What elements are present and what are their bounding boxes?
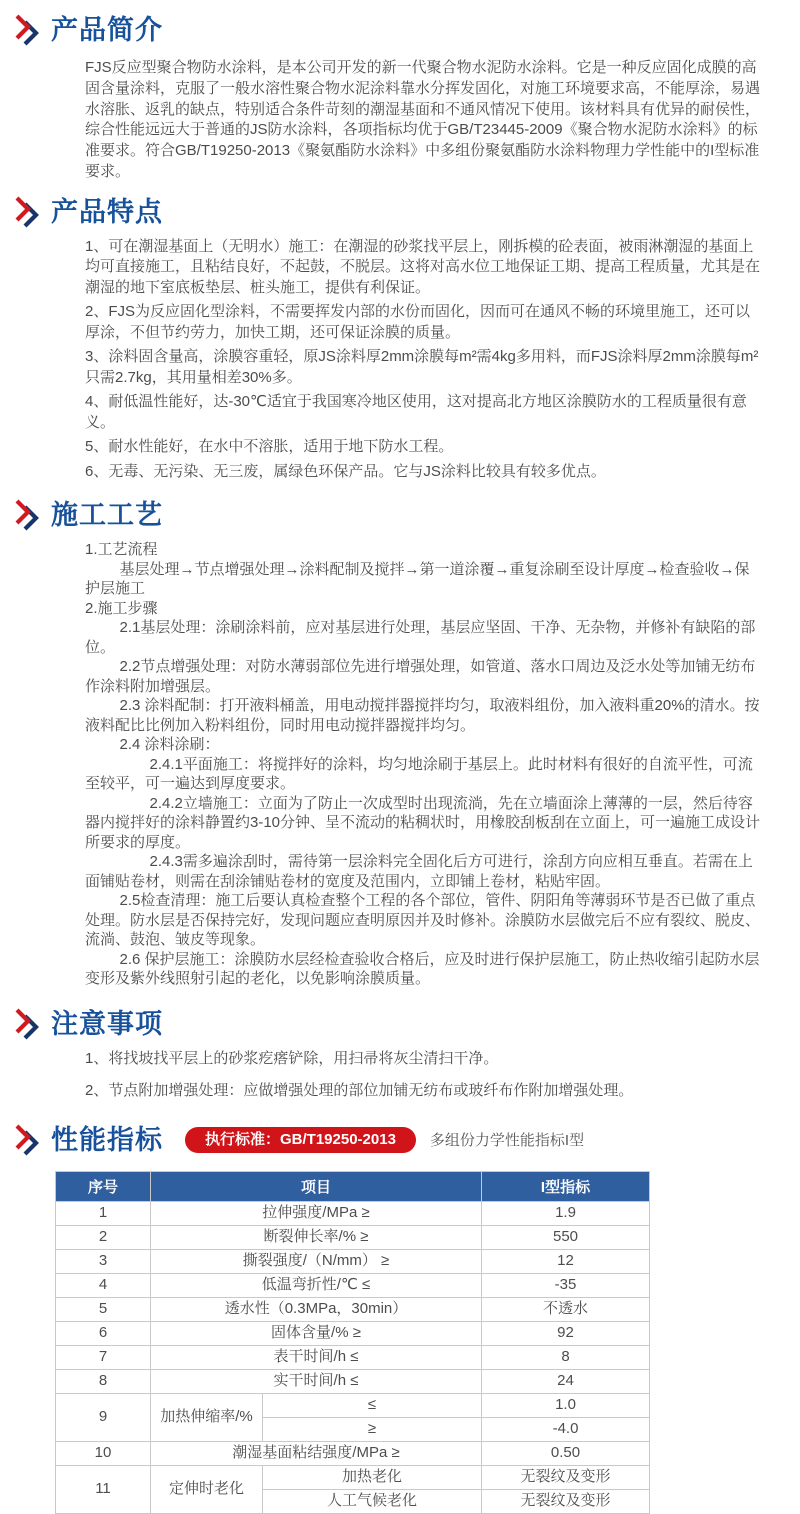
value-cell: 0.50 <box>482 1441 650 1465</box>
features-section-header <box>0 195 800 229</box>
item-cell: 潮湿基面粘结强度/MPa ≥ <box>151 1441 482 1465</box>
feature-item: 1、可在潮湿基面上（无明水）施工：在潮湿的砂浆找平层上，刚拆模的砼表面，被雨淋潮湿的基面上均可直接施工，且粘结良好，不起鼓，不脱层。这将对高水位工地保证工期、提高工程质量，尤其是在潮湿的地下室底板垫层、桩头施工，提供有利保证。 <box>85 237 761 296</box>
performance-table-body <box>56 1201 650 1513</box>
item-cell: 撕裂强度/（N/mm） ≥ <box>151 1249 482 1273</box>
features-section-title: 产品特点 <box>51 196 163 227</box>
note-item: 1、将找坡找平层上的砂浆疙瘩铲除，用扫帚将灰尘清扫干净。 <box>85 1049 499 1067</box>
value-cell: -35 <box>482 1273 650 1297</box>
process-step: 1.工艺流程 <box>85 541 158 559</box>
feature-item: 2、FJS为反应固化型涂料，不需要挥发内部的水份而固化，因而可在通风不畅的环境里施工，还可以厚涂，不但节约劳力，加快工期，还可保证涂膜的质量。 <box>85 303 751 341</box>
table-row <box>56 1201 650 1225</box>
intro-section-title: 产品简介 <box>51 15 163 45</box>
process-section-header <box>0 498 800 532</box>
intro-section-header <box>0 0 800 47</box>
feature-item: 3、涂料固含量高，涂膜容重轻，原JS涂料厚2mm涂膜每m²需4kg多用料，而FJS涂料厚2mm涂膜每m²只需2.7kg，其用量相差30%多。 <box>85 348 759 386</box>
process-step: 2.施工步骤 <box>85 599 158 617</box>
row-number-cell: 4 <box>56 1273 151 1297</box>
row-number-cell: 10 <box>56 1441 151 1465</box>
double-chevron-icon <box>13 1123 43 1157</box>
value-cell: 不透水 <box>482 1297 650 1321</box>
feature-item: 4、耐低温性能好，达-30℃适宜于我国寒冷地区使用，这对提高北方地区涂膜防水的工程质量很有意义。 <box>85 393 747 431</box>
notes-section-title: 注意事项 <box>51 1008 163 1039</box>
value-cell: 24 <box>482 1369 650 1393</box>
item-cell: 低温弯折性/℃ ≤ <box>151 1273 482 1297</box>
process-section-title: 施工工艺 <box>51 500 163 531</box>
performance-type-note: 多组份力学性能指标I型 <box>429 1132 585 1150</box>
value-cell: 8 <box>482 1345 650 1369</box>
table-header-cell: I型指标 <box>482 1171 650 1201</box>
value-cell: 92 <box>482 1321 650 1345</box>
double-chevron-icon <box>13 13 43 47</box>
performance-table-head <box>56 1171 650 1201</box>
value-cell: 无裂纹及变形 <box>482 1489 650 1513</box>
process-step: 2.4.2立墙施工：立面为了防止一次成型时出现流淌，先在立墙面涂上薄薄的一层，然后待容器内搅拌好的涂料静置约3-10分钟、呈不流动的粘稠状时，用橡胶刮板刮在立面上，可一遍施工成设计所要求的厚度。 <box>85 794 761 851</box>
row-number-cell: 9 <box>56 1393 151 1441</box>
process-step: 2.4.1平面施工：将搅拌好的涂料，均匀地涂刷于基层上。此时材料有很好的自流平性，可流至较平，可一遍达到厚度要求。 <box>85 755 753 793</box>
intro-paragraph: FJS反应型聚合物防水涂料，是本公司开发的新一代聚合物水泥防水涂料。它是一种反应固化成膜的高固含量涂料，克服了一般水溶性聚合物水泥涂料靠水分挥发固化，对施工环境要求高，不能厚涂，易遇水溶胀、返乳的缺点，特别适合条件苛刻的潮湿基面和不通风情况下使用。该材料具有优异的耐侯性，综合性能远远大于普通的JS防水涂料，各项指标均优于GB/T23445-2009《聚合物水泥防水涂料》的标准要求。符合GB/T19250-2013《聚氨酯防水涂料》中多组份聚氨酯防水涂料物理力学性能中的I型标准要求。 <box>85 59 761 180</box>
row-number-cell: 1 <box>56 1201 151 1225</box>
process-step: 基层处理→节点增强处理→涂料配制及搅拌→第一道涂覆→重复涂刷至设计厚度→检查验收→保护层施工 <box>85 560 750 598</box>
table-header-cell: 项目 <box>151 1171 482 1201</box>
value-cell: 无裂纹及变形 <box>482 1465 650 1489</box>
item-cell: 实干时间/h ≤ <box>151 1369 482 1393</box>
note-item: 2、节点附加增强处理：应做增强处理的部位加铺无纺布或玻纤布作附加增强处理。 <box>85 1081 634 1099</box>
process-step: 2.5检查清理：施工后要认真检查整个工程的各个部位，管件、阴阳角等薄弱环节是否已做了重点处理。防水层是否保持完好，发现问题应查明原因并及时修补。涂膜防水层做完后不应有裂纹、脱皮、流淌、鼓泡、皱皮等现象。 <box>85 892 761 949</box>
performance-section-title: 性能指标 <box>51 1124 163 1155</box>
row-number-cell: 6 <box>56 1321 151 1345</box>
row-number-cell: 3 <box>56 1249 151 1273</box>
item-cell: 断裂伸长率/% ≥ <box>151 1225 482 1249</box>
row-number-cell: 2 <box>56 1225 151 1249</box>
row-number-cell: 8 <box>56 1369 151 1393</box>
table-row <box>56 1345 650 1369</box>
process-steps <box>85 540 764 989</box>
value-cell: 1.9 <box>482 1201 650 1225</box>
item-cell: 加热伸缩率/% <box>151 1393 263 1441</box>
table-header-row <box>56 1171 650 1201</box>
value-cell: -4.0 <box>482 1417 650 1441</box>
row-number-cell: 11 <box>56 1465 151 1513</box>
table-row <box>56 1369 650 1393</box>
table-row <box>56 1273 650 1297</box>
item-cell: 拉伸强度/MPa ≥ <box>151 1201 482 1225</box>
notes-list <box>85 1049 764 1101</box>
process-step: 2.1基层处理：涂刷涂料前，应对基层进行处理，基层应坚固、干净、无杂物，并修补有缺陷的部位。 <box>85 619 756 656</box>
table-row <box>56 1321 650 1345</box>
item-cell: 表干时间/h ≤ <box>151 1345 482 1369</box>
table-row <box>56 1465 650 1489</box>
process-step: 2.6 保护层施工：涂膜防水层经检查验收合格后，应及时进行保护层施工，防止热收缩引起防水层变形及紫外线照射引起的老化，以免影响涂膜质量。 <box>85 950 760 988</box>
value-cell: 550 <box>482 1225 650 1249</box>
notes-section-header <box>0 1007 800 1041</box>
row-number-cell: 7 <box>56 1345 151 1369</box>
condition-cell: 加热老化 <box>263 1465 482 1489</box>
condition-cell: ≥ <box>263 1417 482 1441</box>
feature-item: 5、耐水性能好，在水中不溶胀，适用于地下防水工程。 <box>85 438 454 456</box>
feature-item: 6、无毒、无污染、无三废，属绿色环保产品。它与JS涂料比较具有较多优点。 <box>85 462 606 480</box>
item-cell: 透水性（0.3MPa，30min） <box>151 1297 482 1321</box>
row-number-cell: 5 <box>56 1297 151 1321</box>
item-cell: 定伸时老化 <box>151 1465 263 1513</box>
value-cell: 1.0 <box>482 1393 650 1417</box>
process-step: 2.4 涂料涂刷： <box>119 736 220 754</box>
process-step: 2.4.3需多遍涂刮时，需待第一层涂料完全固化后方可进行，涂刮方向应相互垂直。若需在上面铺贴卷材，则需在刮涂铺贴卷材的宽度及范围内，立即铺上卷材，粘贴牢固。 <box>85 853 753 890</box>
condition-cell: 人工气候老化 <box>263 1489 482 1513</box>
performance-table <box>55 1171 650 1514</box>
process-step: 2.3 涂料配制：打开液料桶盖，用电动搅拌器搅拌均匀，取液料组份，加入液料重20%的清水。按液料配比比例加入粉料组份，同时用电动搅拌器搅拌均匀。 <box>85 697 760 734</box>
table-row <box>56 1225 650 1249</box>
double-chevron-icon <box>13 498 43 532</box>
table-header-cell: 序号 <box>56 1171 151 1201</box>
table-row <box>56 1249 650 1273</box>
condition-cell: ≤ <box>263 1393 482 1417</box>
value-cell: 12 <box>482 1249 650 1273</box>
double-chevron-icon <box>13 1007 43 1041</box>
performance-section-header <box>0 1123 800 1157</box>
double-chevron-icon <box>13 195 43 229</box>
features-list <box>85 237 764 483</box>
table-row <box>56 1297 650 1321</box>
table-row <box>56 1441 650 1465</box>
item-cell: 固体含量/% ≥ <box>151 1321 482 1345</box>
standard-badge: 执行标准：GB/T19250-2013 <box>185 1127 416 1153</box>
process-step: 2.2节点增强处理：对防水薄弱部位先进行增强处理，如管道、落水口周边及泛水处等加铺无纺布作涂料附加增强层。 <box>85 658 756 695</box>
table-row <box>56 1393 650 1417</box>
